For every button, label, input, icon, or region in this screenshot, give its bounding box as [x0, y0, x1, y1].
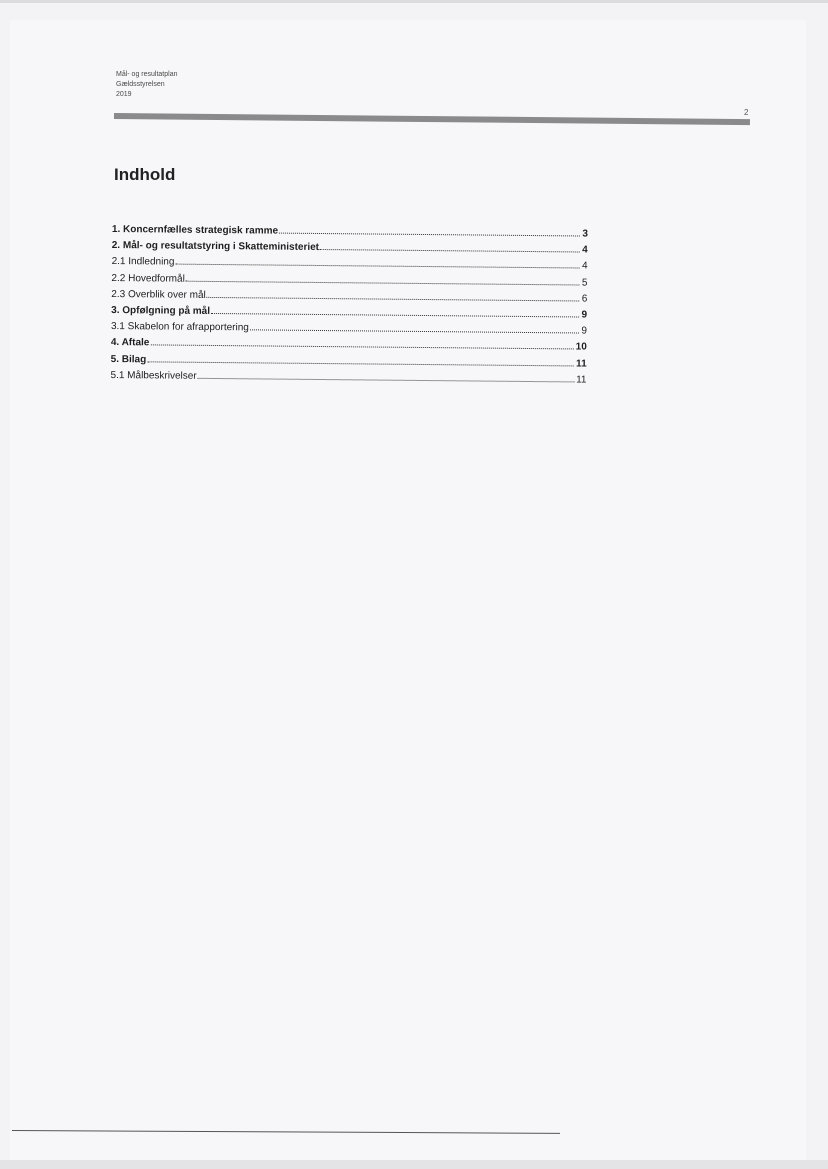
toc-entry-label: 2. Mål- og resultatstyring i Skatteministeriet	[111, 240, 320, 254]
toc-entry-label: 3.1 Skabelon for afrapportering	[110, 321, 249, 334]
header-year: 2019	[116, 91, 132, 98]
toc-entry-label: 5.1 Målbeskrivelser	[110, 369, 197, 382]
toc-entry-label: 1. Koncernfælles strategisk ramme	[111, 223, 279, 237]
running-header	[116, 70, 177, 100]
toc-entry-page: 9	[581, 309, 588, 321]
scan-top-edge	[0, 0, 828, 3]
header-document-title: Mål- og resultatplan	[116, 71, 178, 78]
toc-entry-page: 6	[581, 293, 588, 305]
document-page	[10, 20, 806, 1160]
header-organisation: Gældsstyrelsen	[116, 81, 165, 88]
toc-entry-label: 2.3 Overblik over mål	[111, 288, 206, 301]
toc-entry-page: 9	[581, 325, 588, 337]
toc-leader-dots	[147, 360, 574, 366]
toc-entry-page: 10	[575, 341, 587, 353]
toc-leader-dots	[207, 296, 580, 302]
table-of-contents	[110, 222, 588, 388]
toc-entry-page: 11	[576, 374, 587, 386]
toc-entry-page: 3	[582, 228, 588, 240]
toc-leader-dots	[150, 344, 573, 350]
toc-entry-page: 4	[582, 244, 588, 256]
page-number: 2	[744, 108, 749, 117]
toc-leader-dots	[320, 248, 580, 252]
toc-leader-dots	[175, 263, 580, 269]
toc-leader-dots	[250, 328, 580, 333]
toc-leader-dots	[211, 312, 580, 318]
scan-bottom-edge	[0, 1160, 828, 1169]
toc-entry-label: 2.1 Indledning	[111, 256, 175, 268]
toc-entry-label: 4. Aftale	[110, 337, 150, 349]
toc-entry-label: 2.2 Hovedformål	[111, 272, 185, 285]
toc-entry-page: 5	[581, 277, 588, 289]
toc-leader-dots	[186, 279, 580, 285]
toc-entry-page: 11	[576, 357, 587, 370]
toc-leader-dots	[279, 232, 580, 237]
toc-leader-dots	[198, 377, 574, 383]
toc-title: Indhold	[114, 165, 176, 184]
toc-entry-label: 5. Bilag	[110, 353, 147, 365]
toc-entry-page: 4	[581, 260, 588, 272]
toc-entry-label: 3. Opfølgning på mål	[111, 304, 211, 317]
